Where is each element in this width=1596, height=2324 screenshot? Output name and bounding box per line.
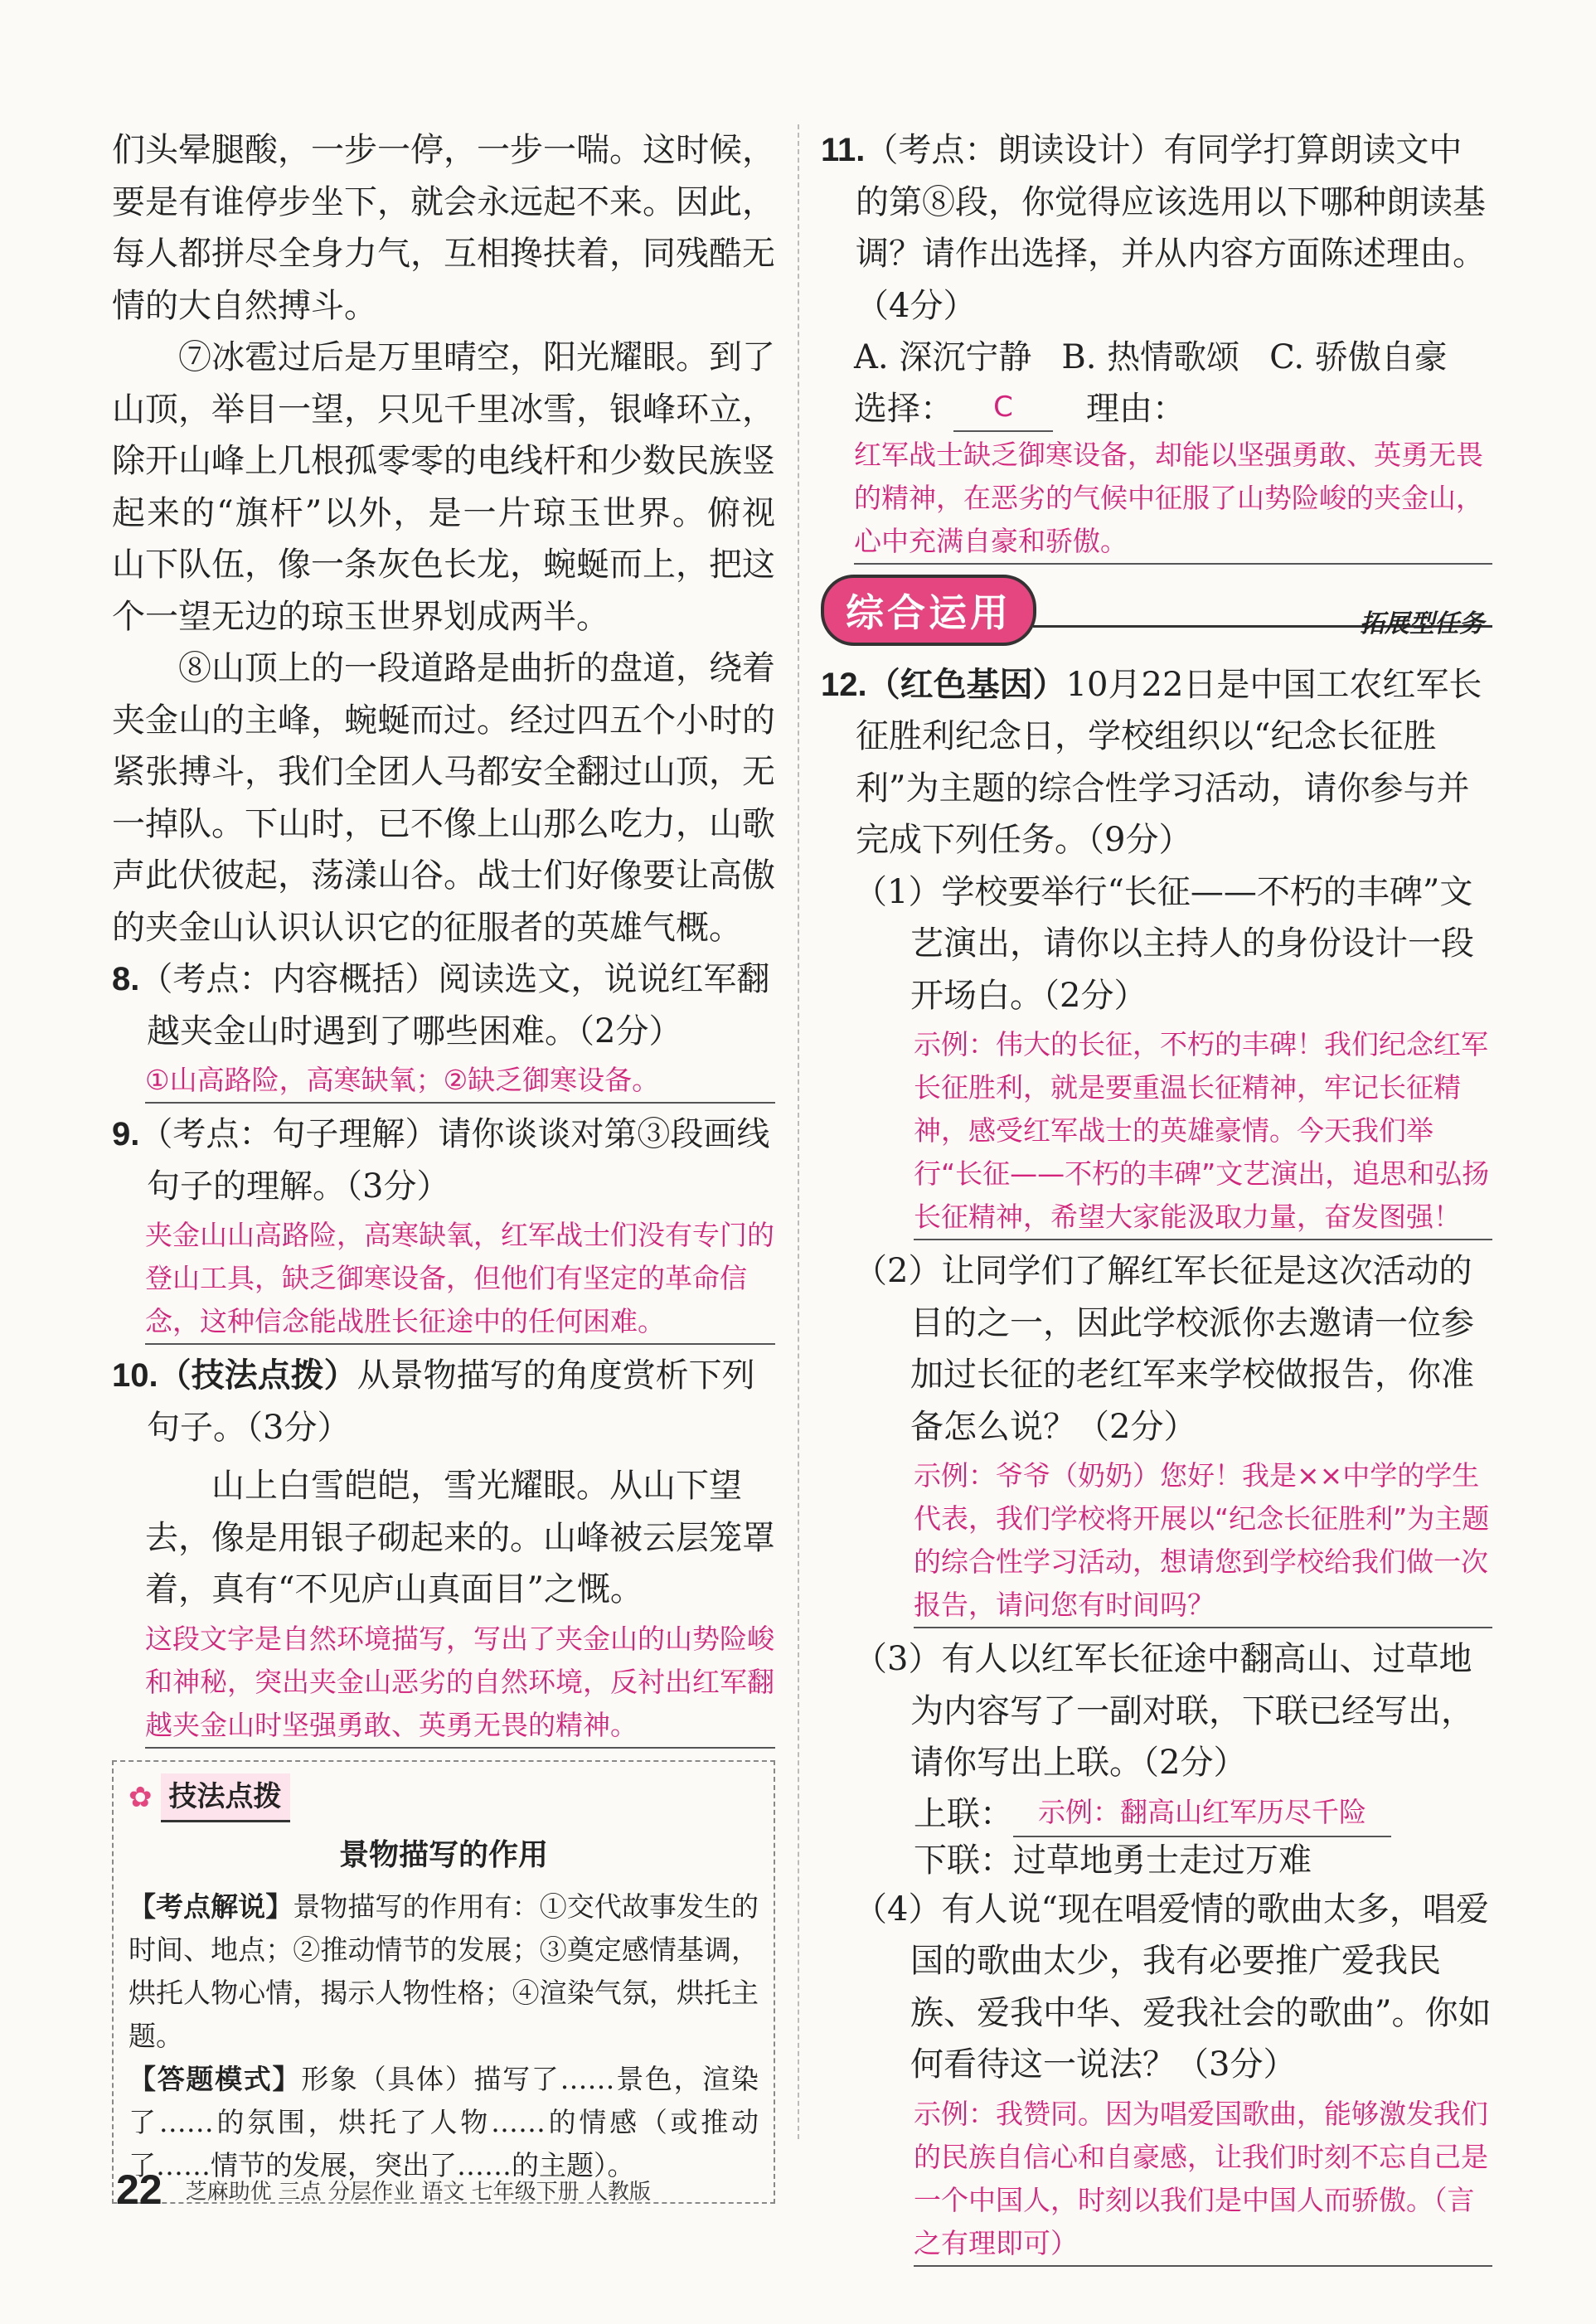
tip-answer-pattern: 【答题模式】形象（具体）描写了……景色，渲染了……的氛围，烘托了人物……的情感（或推动了……情节的发展，突出了……的主题）。: [129, 2062, 759, 2181]
question-8: 8.（考点：内容概括）阅读选文，说说红军翻越夹金山时遇到了哪些困难。（2分）: [112, 960, 770, 1050]
question-10-tag: （技法点拨）: [158, 1356, 357, 1395]
subquestion-2: （2）让同学们了解红军长征是这次活动的目的之一，因此学校派你去邀请一位参加过长征的老红军来学校做报告，你准备怎么说？（2分）: [854, 1252, 1474, 1446]
tip-explanation: 【考点解说】景物描写的作用有：①交代故事发生的时间、地点；②推动情节的发展；③奠定感情基调，烘托人物心情，揭示人物性格；④渲染气氛，烘托主题。: [129, 1890, 759, 2052]
question-10: 10.（技法点拨）从景物描写的角度赏析下列句子。（3分）: [112, 1356, 755, 1447]
answer-12-2: 示例：爷爷（奶奶）您好！我是××中学的学生代表，我们学校将开展以“纪念长征胜利”为主题的综合性学习活动，想请您到学校给我们做一次报告，请问您有时间吗？: [914, 1454, 1492, 1628]
book-title: 芝麻助优 三点 分层作业 语文 七年级下册 人教版: [185, 2179, 651, 2205]
couplet-lower: 下联： 过草地勇士走过万难: [914, 1837, 1492, 1884]
subquestion-4: （4）有人说“现在唱爱情的歌曲太多，唱爱国的歌曲太少，我有必要推广爱我民族、爱我中华、爱我社会的歌曲”。你如何看待这一说法？（3分）: [854, 1890, 1492, 2084]
question-11-options: [854, 332, 1492, 384]
question-12: 12.（红色基因）10月22日是中国工农红军长征胜利纪念日，学校组织以“纪念长征胜利”为主题的综合性学习活动，请你参与并完成下列任务。（9分）: [821, 664, 1482, 859]
answer-9: 夹金山山高路险，高寒缺氧，红军战士们没有专门的登山工具，缺乏御寒设备，但他们有坚定的革命信念，这种信念能战胜长征途中的任何困难。: [145, 1214, 775, 1345]
answer-12-1: 示例：伟大的长征，不朽的丰碑！我们纪念红军长征胜利，就是要重温长征精神，牢记长征精神，感受红军战士的英雄豪情。今天我们举行“长征——不朽的丰碑”文艺演出，追思和弘扬长征精神，希望大家能汲取力量，奋发图强！: [914, 1023, 1492, 1240]
paragraph-continued: 们头晕腿酸，一步一停，一步一喘。这时候，要是有谁停步坐下，就会永远起不来。因此，每人都拼尽全身力气，互相搀扶着，同残酷无情的大自然搏斗。: [112, 131, 775, 325]
selection-answer: C: [953, 384, 1053, 432]
question-11: 11.（考点：朗读设计）有同学打算朗读文中的第⑧段，你觉得应该选用以下哪种朗读基调？请作出选择，并从内容方面陈述理由。（4分）: [821, 131, 1486, 325]
question-10-text: 从景物描写的角度赏析下列句子。（3分）: [147, 1356, 755, 1447]
option-a: A. 深沉宁静: [854, 338, 1032, 376]
column-divider: [798, 124, 799, 2139]
answer-10: 这段文字是自然环境描写，写出了夹金山的山势险峻和神秘，突出夹金山恶劣的自然环境，反衬出红军翻越夹金山时坚强勇敢、英勇无畏的精神。: [145, 1618, 775, 1749]
tip-title: 景物描写的作用: [338, 1837, 548, 1872]
question-9-text: （考点：句子理解）请你谈谈对第③段画线句子的理解。（3分）: [139, 1115, 770, 1206]
section-banner: [821, 576, 1492, 644]
paragraph-7: ⑦冰雹过后是万里晴空，阳光耀眼。到了山顶，举目一望，只见千里冰雪，银峰环立，除开山峰上几根孤零零的电线杆和少数民族竖起来的“旗杆”以外，是一片琼玉世界。俯视山下队伍，像一条灰色长龙，蜿蜒而上，把这个一望无边的琼玉世界划成两半。: [112, 338, 775, 636]
question-12-tag: （红色基因）: [866, 664, 1066, 704]
couplet-upper: 上联： 示例：翻高山红军历尽千险: [914, 1789, 1492, 1837]
subquestion-1: （1）学校要举行“长征——不朽的丰碑”文艺演出，请你以主持人的身份设计一段开场白。（2分）: [854, 872, 1474, 1015]
flower-icon: ✿: [129, 1781, 153, 1814]
question-12-text: 10月22日是中国工农红军长征胜利纪念日，学校组织以“纪念长征胜利”为主题的综合性学习活动，请你参与并完成下列任务。（9分）: [856, 665, 1482, 859]
section-subtitle: 拓展型任务: [1360, 609, 1484, 638]
couplet-upper-answer: 示例：翻高山红军历尽千险: [1013, 1789, 1391, 1837]
option-b: B. 热情歌颂: [1061, 338, 1240, 376]
paragraph-8: ⑧山顶上的一段道路是曲折的盘道，绕着夹金山的主峰，蜿蜒而过。经过四五个小时的紧张搏斗，我们全团人马都安全翻过山顶，无一掉队。下山时，已不像上山那么吃力，山歌声此伏彼起，荡漾山谷。战士们好像要让高傲的夹金山认识认识它的征服者的英雄气概。: [112, 649, 775, 947]
section-title: 综合运用: [821, 575, 1036, 646]
tip-box: [112, 1760, 775, 2204]
subquestion-3: （3）有人以红军长征途中翻高山、过草地为内容写了一副对联，下联已经写出，请你写出上联。（2分）: [854, 1640, 1474, 1782]
question-11-selection: 选择： C 理由：: [854, 384, 1492, 432]
answer-12-4: 示例：我赞同。因为唱爱国歌曲，能够激发我们的民族自信心和自豪感，让我们时刻不忘自己是一个中国人，时刻以我们是中国人而骄傲。（言之有理即可）: [914, 2093, 1492, 2267]
question-8-text: （考点：内容概括）阅读选文，说说红军翻越夹金山时遇到了哪些困难。（2分）: [139, 960, 770, 1050]
answer-8: ①山高路险，高寒缺氧；②缺乏御寒设备。: [145, 1059, 775, 1104]
left-column: [112, 124, 775, 2204]
page-number: 22: [116, 2166, 163, 2213]
answer-11-reason: 红军战士缺乏御寒设备，却能以坚强勇敢、英勇无畏的精神，在恶劣的气候中征服了山势险峻的夹金山，心中充满自豪和骄傲。: [854, 434, 1492, 565]
option-c: C. 骄傲自豪: [1269, 338, 1448, 376]
page-footer: [116, 2166, 651, 2214]
right-column: [821, 124, 1492, 2272]
question-10-quote: 山上白雪皑皑，雪光耀眼。从山下望去，像是用银子砌起来的。山峰被云层笼罩着，真有“不见庐山真面目”之慨。: [145, 1467, 775, 1608]
tip-header: [129, 1773, 759, 1822]
question-11-text: （考点：朗读设计）有同学打算朗读文中的第⑧段，你觉得应该选用以下哪种朗读基调？请作出选择，并从内容方面陈述理由。（4分）: [856, 131, 1486, 325]
couplet-lower-text: 过草地勇士走过万难: [1013, 1841, 1312, 1880]
tip-label: 技法点拨: [161, 1773, 290, 1822]
question-9: 9.（考点：句子理解）请你谈谈对第③段画线句子的理解。（3分）: [112, 1115, 770, 1206]
